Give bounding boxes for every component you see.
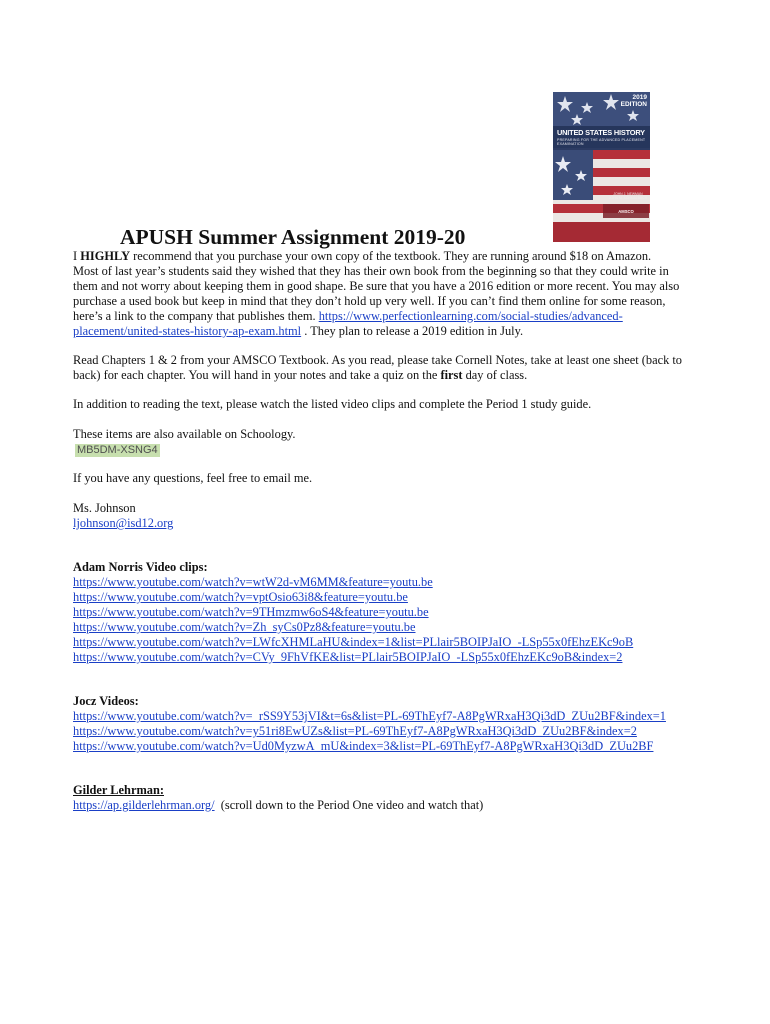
intro-text: I [73, 249, 81, 263]
video-link[interactable]: https://www.youtube.com/watch?v=y51ri8EwUZs&list=PL-69ThEyf7-A8PgWRxaH3Qi3dD_ZUu2BF&index=2 [73, 724, 637, 738]
reading-line-2 [73, 368, 703, 383]
schoology-note [73, 427, 703, 457]
adam-norris-heading: Adam Norris Video clips: [73, 560, 208, 574]
video-link[interactable]: https://www.youtube.com/watch?v=9THmzmw6oS4&feature=youtu.be [73, 605, 429, 619]
video-link-row [73, 724, 703, 739]
video-link-row [73, 575, 703, 590]
schoology-access-code: MB5DM-XSNG4 [77, 444, 158, 456]
videos-paragraph [73, 397, 703, 412]
intro-text: here’s a link to the company that publishes them. [73, 309, 319, 323]
gilder-note: (scroll down to the Period One video and watch that) [214, 798, 484, 812]
signature [73, 501, 703, 531]
video-link[interactable]: https://www.youtube.com/watch?v=Ud0MyzwA_mU&index=3&list=PL-69ThEyf7-A8PgWRxaH3Qi3dD_ZUu2BF [73, 739, 654, 753]
video-link[interactable]: https://www.youtube.com/watch?v=CVy_9FhVfKE&list=PLlair5BOIPJaIO_-LSp55x0fEhzEKc9oB&index=2 [73, 650, 623, 664]
gilder-lehrman-link[interactable]: https://ap.gilderlehrman.org/ [73, 798, 215, 812]
cover-title: UNITED STATES HISTORY [557, 128, 645, 137]
teacher-name: Ms. Johnson [73, 501, 136, 515]
gilder-lehrman-section [73, 783, 703, 813]
intro-line-2: Most of last year’s students said they wished that they has their own book from the beginning so that they could write in [73, 264, 669, 278]
jocz-heading: Jocz Videos: [73, 694, 139, 708]
video-link-row [73, 590, 703, 605]
video-link[interactable]: https://www.youtube.com/watch?v=wtW2d-vM6MM&feature=youtu.be [73, 575, 433, 589]
page-title: APUSH Summer Assignment 2019-20 [120, 225, 466, 249]
gilder-lehrman-heading: Gilder Lehrman: [73, 783, 164, 797]
publisher-link-continued[interactable]: placement/united-states-history-ap-exam.html [73, 324, 302, 338]
flag-artwork [553, 92, 650, 242]
cover-publisher: AMSCO [618, 209, 634, 214]
questions-note [73, 471, 703, 486]
intro-paragraph [73, 249, 703, 339]
teacher-email-link[interactable]: ljohnson@isd12.org [73, 516, 174, 530]
video-link[interactable]: https://www.youtube.com/watch?v=Zh_syCs0Pz8&feature=youtu.be [73, 620, 416, 634]
questions-text: If you have any questions, feel free to email me. [73, 471, 313, 485]
intro-text: . They plan to release a 2019 edition in July. [301, 324, 524, 338]
videos-text: In addition to reading the text, please watch the listed video clips and complete the Period 1 study guide. [73, 397, 592, 411]
cover-subtitle: PREPARING FOR THE ADVANCED PLACEMENT EXAMINATION [557, 138, 646, 147]
emphasis-text: first [440, 368, 463, 382]
video-link-row [73, 650, 703, 665]
emphasis-text: HIGHLY [80, 249, 131, 263]
video-link-row [73, 605, 703, 620]
video-link[interactable]: https://www.youtube.com/watch?v=_rSS9Y53jVI&t=6s&list=PL-69ThEyf7-A8PgWRxaH3Qi3dD_ZUu2BF&index=1 [73, 709, 666, 723]
intro-line-3: them and not worry about keeping them in good shape. Be sure that you have a 2016 edition or more recent. You may also [73, 279, 680, 293]
video-link-row [73, 739, 703, 754]
schoology-text: These items are also available on Schoology. [73, 427, 296, 441]
reading-text: back) for each chapter. You will hand in your notes and take a quiz on the [73, 368, 441, 382]
video-link[interactable]: https://www.youtube.com/watch?v=LWfcXHMLaHU&index=1&list=PLlair5BOIPJaIO_-LSp55x0fEhzEKc9oB [73, 635, 634, 649]
jocz-section [73, 694, 703, 754]
reading-line-1: Read Chapters 1 & 2 from your AMSCO Textbook. As you read, please take Cornell Notes, take at least one sheet (back to [73, 353, 683, 367]
reading-paragraph [73, 353, 703, 383]
intro-line-6 [73, 324, 703, 339]
video-link-row [73, 635, 703, 650]
schoology-code-line [73, 442, 703, 457]
video-link[interactable]: https://www.youtube.com/watch?v=vptOsio63i8&feature=youtu.be [73, 590, 408, 604]
intro-line-4: purchase a used book but keep in mind that they don’t hold up very well. If you can’t find them online for some reason, [73, 294, 666, 308]
cover-edition-badge: 2019 EDITION [620, 94, 647, 108]
video-link-row [73, 709, 703, 724]
textbook-cover-image [553, 92, 650, 242]
intro-line-1 [73, 249, 703, 264]
intro-text: recommend that you purchase your own copy of the textbook. They are running around $18 on Amazon. [130, 249, 652, 263]
adam-norris-section [73, 560, 703, 665]
intro-line-5 [73, 309, 703, 324]
cover-authors: JOHN J. NEWMAN JOHN M. SCHMALBACH [608, 192, 648, 200]
reading-text: day of class. [462, 368, 528, 382]
email-line [73, 516, 703, 531]
publisher-link[interactable]: https://www.perfectionlearning.com/social-studies/advanced- [318, 309, 623, 323]
gilder-link-row [73, 798, 703, 813]
video-link-row [73, 620, 703, 635]
